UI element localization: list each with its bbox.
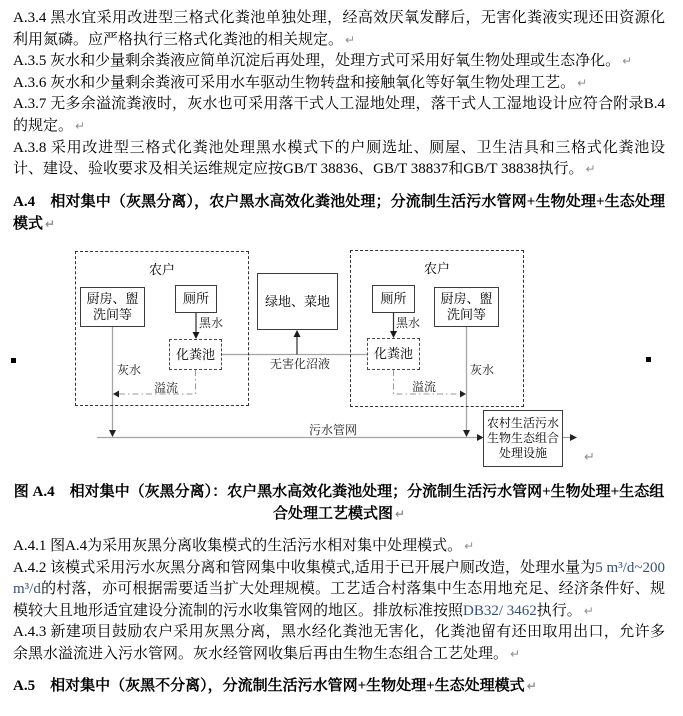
overflow-label-left: 溢流 <box>154 381 179 395</box>
clauses-a3 <box>13 8 665 181</box>
right-edge-marker <box>646 357 651 362</box>
toilet-box-left: 厕所 <box>175 285 217 313</box>
household-right-boundary <box>350 250 524 407</box>
clause-text: A.3.4 黑水宜采用改进型三格式化粪池单独处理，经高效厌氧发酵后，无害化粪液实现还田资源化利用氮磷。应严格执行三格式化粪池的相关规定。 <box>13 10 665 48</box>
figure-a4-diagram <box>0 245 683 480</box>
paragraph-mark: ↵ <box>510 646 521 661</box>
clause-text: A.3.8 采用改进型三格式化粪池处理黑水模式下的户厕选址、厕屋、卫生洁具和三格式化粪池设计、建设、验收要求及相关运维规定应按GB/T 38836、GB/T 38837和GB/T 38838执行。 <box>13 139 665 178</box>
figure-caption <box>13 482 665 525</box>
sewer-network-label: 污水管网 <box>309 423 358 437</box>
graywater-label-right: 灰水 <box>470 363 495 377</box>
paragraph-mark: ↵ <box>394 506 406 521</box>
clause-a443 <box>13 622 665 665</box>
paragraph-mark: ↵ <box>583 603 594 618</box>
heading-a4 <box>13 192 665 235</box>
clause-text: A.3.7 无多余溢流粪液时，灰水也可采用落干式人工湿地处理，落干式人工湿地设计应符合附录B.4的规定。 <box>13 96 665 134</box>
blackwater-label-left: 黑水 <box>199 316 224 330</box>
paragraph-mark: ↵ <box>45 216 56 231</box>
heading-text: A.5 相对集中（灰黑不分离），分流制生活污水管网+生物处理+生态处理模式 <box>13 678 525 694</box>
graywater-label-left: 灰水 <box>117 363 142 377</box>
septic-tank-box-right: 化粪池 <box>367 338 420 370</box>
left-edge-marker <box>11 358 16 363</box>
toilet-box-right: 厕所 <box>372 285 415 313</box>
heading-a5 <box>13 676 665 698</box>
slurry-label: 无害化沼液 <box>270 357 331 371</box>
clause-text: A.4.3 新建项目鼓励农户采用灰黑分离，黑水经化粪池无害化，化粪池留有还田取用出口，允许多余黑水溢流进入污水管网。灰水经管网收集后再由生物生态组合工艺处理。 <box>13 624 665 662</box>
paragraph-mark: ↵ <box>526 679 537 693</box>
clause-a442 <box>13 558 665 623</box>
kitchen-box-left: 厨房、盥洗间等 <box>80 287 145 327</box>
clause-text: A.4.2 该模式采用污水灰黑分离和管网集中收集模式,适用于已开展户厕改造，处理水量为5 m³/d~200 m³/d的村落，亦可根据需要适当扩大处理规模。工艺适合村落集中生态用地充足、经济条件好、规模较大且地形适宜建设分流制的污水收集管网的地区。排放标准按照DB32/ 3462执行。 <box>13 559 666 619</box>
clause-a335 <box>13 51 665 73</box>
clause-text: A.3.6 灰水和少量剩余粪液可采用水车驱动生物转盘和接触氧化等好氧生物处理工艺。 <box>13 74 576 91</box>
treatment-facility-box: 农村生活污水生物生态组合处理设施 <box>483 410 563 467</box>
household-left-title: 农户 <box>148 262 175 277</box>
paragraph-mark: ↵ <box>577 75 588 90</box>
clause-a337 <box>13 94 665 137</box>
paragraph-mark: ↵ <box>584 450 595 465</box>
greenfield-box: 绿地、菜地 <box>257 273 338 330</box>
heading-text: A.4 相对集中（灰黑分离），农户黑水高效化粪池处理；分流制生活污水管网+生物处理+生态处理模式 <box>13 194 665 232</box>
clause-a334 <box>13 8 665 51</box>
paragraph-mark: ↵ <box>75 118 86 133</box>
clause-a336 <box>13 73 665 95</box>
blackwater-label-right: 黑水 <box>396 316 421 330</box>
clause-a441 <box>13 536 665 558</box>
paragraph-mark: ↵ <box>464 539 475 553</box>
kitchen-box-right: 厨房、盥洗间等 <box>434 287 499 327</box>
clause-text: A.3.5 灰水和少量剩余粪液应简单沉淀后再处理，处理方式可采用好氧生物处理或生态净化。 <box>13 53 621 70</box>
paragraph-mark: ↵ <box>585 162 596 177</box>
septic-tank-box-left: 化粪池 <box>169 339 222 370</box>
clause-text: A.4.1 图A.4为采用灰黑分离收集模式的生活污水相对集中处理模式。 <box>13 538 463 554</box>
overflow-label-right: 溢流 <box>412 380 437 394</box>
paragraph-mark: ↵ <box>622 54 633 69</box>
paragraph-mark: ↵ <box>345 32 356 47</box>
caption-text: 图 A.4 相对集中（灰黑分离）：农户黑水高效化粪池处理；分流制生活污水管网+生物处理+生态组合处理工艺模式图 <box>13 484 665 522</box>
clause-a338 <box>13 138 665 181</box>
clauses-a4 <box>13 536 665 666</box>
household-right-title: 农户 <box>423 261 450 276</box>
